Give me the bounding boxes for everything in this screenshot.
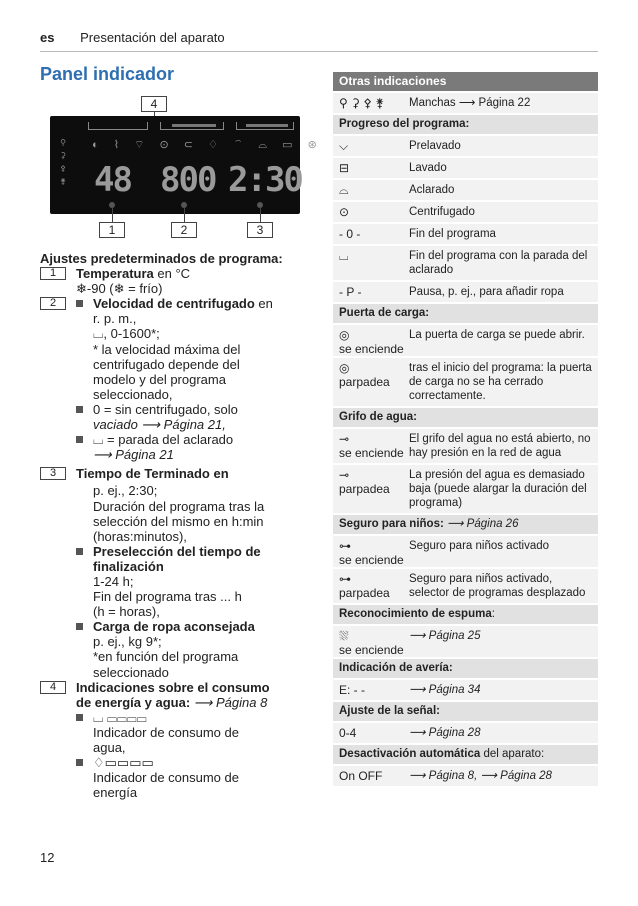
page-header xyxy=(40,30,225,45)
section-espuma xyxy=(333,605,598,624)
item-text: Indicador de consumo de xyxy=(93,724,239,740)
table-cell: Manchas ⟶ Página 22 xyxy=(409,97,531,109)
state-label: se enciende xyxy=(339,553,404,567)
table-row xyxy=(333,465,598,513)
item-4 xyxy=(40,680,310,695)
section-senal: Ajuste de la señal: xyxy=(333,702,598,721)
table-cell: Pausa, p. ej., para añadir ropa xyxy=(409,286,564,298)
section-label: Seguro para niños: xyxy=(339,518,447,530)
foam-icon: ⛆ xyxy=(339,629,349,643)
door-icon: ◎ xyxy=(339,361,350,375)
section-title: Panel indicador xyxy=(40,64,175,84)
wash-icon: ⊟ xyxy=(339,161,350,175)
header-divider xyxy=(40,51,598,52)
section-label: Reconocimiento de espuma xyxy=(339,608,492,620)
page-reference-link[interactable]: ⟶ Página 8 xyxy=(193,694,268,710)
door-icon: ◎ xyxy=(339,328,350,342)
callout-4: 4 xyxy=(141,96,167,112)
state-label: se enciende xyxy=(339,643,404,657)
callout-line xyxy=(260,208,261,222)
sub-bullet xyxy=(40,755,310,770)
table-cell: E: - - xyxy=(339,683,365,697)
section-desactivacion xyxy=(333,745,598,764)
rinse-hold-icon: ⌴ xyxy=(339,249,349,263)
table-row xyxy=(333,626,598,657)
table-cell: Lavado xyxy=(409,162,447,174)
bullet xyxy=(76,759,83,766)
table-row xyxy=(333,766,598,786)
header-title: Presentación del aparato xyxy=(80,30,225,45)
table-row xyxy=(333,202,598,222)
table-row xyxy=(333,358,598,406)
page-reference-link[interactable]: ⟶ Página 34 xyxy=(409,684,481,696)
item-label: Indicaciones sobre el consumo xyxy=(76,679,270,695)
page-reference-link[interactable]: vaciado ⟶ Página 21, xyxy=(93,417,226,433)
table-cell: La puerta de carga se puede abrir. xyxy=(409,329,585,341)
control-panel-display xyxy=(50,116,323,214)
page-reference-link[interactable]: ⟶ Página 28 xyxy=(409,727,481,739)
intro-heading: Ajustes predeterminados de programa: xyxy=(40,251,283,266)
item-1 xyxy=(40,266,310,281)
table-cell: tras el inicio del programa: la puerta de carga no se ha cerrado correctamente. xyxy=(409,362,592,402)
item-text: ❄-90 (❄ = frío) xyxy=(76,281,163,297)
item-number: 2 xyxy=(40,297,66,310)
item-text: agua, xyxy=(93,740,126,755)
bullet xyxy=(76,436,83,443)
table-cell: Fin del programa xyxy=(409,228,496,240)
table-row xyxy=(333,282,598,302)
table-row xyxy=(333,569,598,603)
bullet xyxy=(76,623,83,630)
table-cell: Centrifugado xyxy=(409,206,475,218)
page-reference-link[interactable]: ⟶ Página 25 xyxy=(409,630,481,642)
state-label: se enciende xyxy=(339,446,404,460)
table-row xyxy=(333,680,598,700)
section-seguro xyxy=(333,515,598,534)
table-title: Otras indicaciones xyxy=(333,72,598,91)
table-row xyxy=(333,325,598,356)
bullet xyxy=(76,300,83,307)
state-label: parpadea xyxy=(339,586,390,600)
state-label: parpadea xyxy=(339,482,390,496)
item-text: r. p. m., xyxy=(93,311,137,327)
tap-icon: ⊸ xyxy=(339,432,350,446)
item-3 xyxy=(40,466,310,481)
item-text: (h = horas), xyxy=(93,604,160,620)
table-cell: La presión del agua es demasiado baja (puede alargar la duración del programa) xyxy=(409,469,587,509)
sub-bullet xyxy=(40,432,310,447)
program-icon-row: ◐ ⌇ ⌔ ⊙ ⊂ ♢ ⌒ ⌓ ▭ ⊛ xyxy=(92,139,323,151)
language-code: es xyxy=(40,30,55,45)
section-averia: Indicación de avería: xyxy=(333,659,598,678)
panel-bracket xyxy=(88,122,148,130)
table-cell: - P - xyxy=(339,285,362,299)
item-text: en °C xyxy=(153,266,191,282)
item-text: Fin del programa tras ... h xyxy=(93,589,242,605)
time-digits: 2:30 xyxy=(228,160,302,200)
display-panel-illustration xyxy=(40,96,323,244)
item-text: modelo y del programa xyxy=(93,371,226,387)
table-cell: Fin del programa con la parada del aclarado xyxy=(409,250,588,276)
spin-icon: ⊙ xyxy=(339,205,350,219)
table-cell: Prelavado xyxy=(409,140,461,152)
table-row xyxy=(333,429,598,463)
bullet xyxy=(76,548,83,555)
section-puerta: Puerta de carga: xyxy=(333,304,598,323)
item-text: ⌴ = parada del aclarado xyxy=(93,432,234,448)
table-row xyxy=(333,246,598,280)
item-number: 1 xyxy=(40,267,66,280)
callout-2: 2 xyxy=(171,222,197,238)
prewash-icon: ⌵ xyxy=(339,139,349,153)
table-cell: - 0 - xyxy=(339,227,361,241)
item-text: ⌴, 0-1600*; xyxy=(93,326,160,342)
table-cell: 0-4 xyxy=(339,726,357,740)
state-label: se enciende xyxy=(339,342,404,356)
callout-line xyxy=(184,208,185,222)
item-label: Preselección del tiempo de xyxy=(93,543,261,559)
section-grifo: Grifo de agua: xyxy=(333,408,598,427)
key-icon: ⊶ xyxy=(339,539,351,553)
table-cell: Aclarado xyxy=(409,184,455,196)
water-consumption-symbol: ⌴ ▭▭▭▭ xyxy=(93,709,147,725)
callout-1: 1 xyxy=(99,222,125,238)
item-text: energía xyxy=(93,785,138,801)
table-cell: El grifo del agua no está abierto, no hay presión en la red de agua xyxy=(409,433,591,459)
table-cell: Seguro para niños activado xyxy=(409,540,550,552)
table-row xyxy=(333,536,598,567)
item-number: 4 xyxy=(40,681,66,694)
section-label: Desactivación automática xyxy=(339,748,481,760)
item-text: seleccionado xyxy=(93,664,169,680)
callout-line xyxy=(112,208,113,222)
table-row xyxy=(333,158,598,178)
sub-bullet xyxy=(40,710,310,725)
item-label: Carga de ropa aconsejada xyxy=(93,619,255,635)
table-row xyxy=(333,93,598,113)
table-row xyxy=(333,180,598,200)
item-text: en xyxy=(254,296,273,312)
temperature-digits: 48 xyxy=(94,160,131,200)
sub-bullet xyxy=(40,619,310,634)
status-icons-column: ⚲ ⚳ ⚴ ⚵ xyxy=(60,138,66,186)
section-progreso: Progreso del programa: xyxy=(333,115,598,134)
section-label: del aparato: xyxy=(480,748,545,760)
page-reference-link[interactable]: ⟶ Página 21 xyxy=(93,447,174,463)
item-text: * la velocidad máxima del xyxy=(93,341,241,357)
table-row xyxy=(333,224,598,244)
item-text: Indicador de consumo de xyxy=(93,770,239,786)
item-text: centrifugado depende del xyxy=(93,356,240,372)
item-text: Duración del programa tras la xyxy=(93,498,265,514)
section-label: : xyxy=(491,608,495,620)
tap-icon: ⊸ xyxy=(339,468,350,482)
item-text: p. ej., 2:30; xyxy=(93,483,158,499)
stain-icons: ⚲ ⚳ ⚴ ⚵ xyxy=(339,96,385,110)
default-settings-list xyxy=(40,251,310,800)
bullet xyxy=(76,714,83,721)
table-row xyxy=(333,136,598,156)
key-icon: ⊶ xyxy=(339,572,351,586)
bullet xyxy=(76,406,83,413)
item-text: (horas:minutos), xyxy=(93,528,187,544)
item-label: de energía y agua: xyxy=(76,694,194,710)
item-label: finalización xyxy=(93,558,164,574)
item-number: 3 xyxy=(40,467,66,480)
item-label: Tiempo de Terminado en xyxy=(76,466,229,482)
table-row xyxy=(333,723,598,743)
item-text: selección del mismo en h:min xyxy=(93,513,264,529)
energy-consumption-symbol: ♢▭▭▭▭ xyxy=(93,755,154,771)
callout-3: 3 xyxy=(247,222,273,238)
other-indications-table xyxy=(333,72,598,788)
table-cell: Seguro para niños activado, selector de programas desplazado xyxy=(409,573,586,599)
page-number: 12 xyxy=(40,850,55,865)
rinse-icon: ⌓ xyxy=(339,183,349,197)
item-label: Temperatura xyxy=(76,266,154,282)
consumption-bar xyxy=(246,124,288,127)
sub-bullet xyxy=(40,402,310,417)
item-text: *en función del programa xyxy=(93,649,239,665)
state-label: parpadea xyxy=(339,375,390,389)
item-text: p. ej., kg 9*; xyxy=(93,634,162,650)
item-text: 1-24 h; xyxy=(93,573,134,589)
table-cell: On OFF xyxy=(339,769,383,783)
item-text: 0 = sin centrifugado, solo xyxy=(93,401,238,417)
page-reference-link[interactable]: ⟶ Página 8, ⟶ Página 28 xyxy=(409,770,552,782)
spin-digits: 800 xyxy=(160,160,216,200)
sub-bullet xyxy=(40,544,310,559)
item-2 xyxy=(40,296,310,311)
consumption-bar xyxy=(172,124,216,127)
item-text: seleccionado, xyxy=(93,386,173,402)
item-label: Velocidad de centrifugado xyxy=(93,296,255,312)
page-reference-link[interactable]: ⟶ Página 26 xyxy=(447,518,519,530)
